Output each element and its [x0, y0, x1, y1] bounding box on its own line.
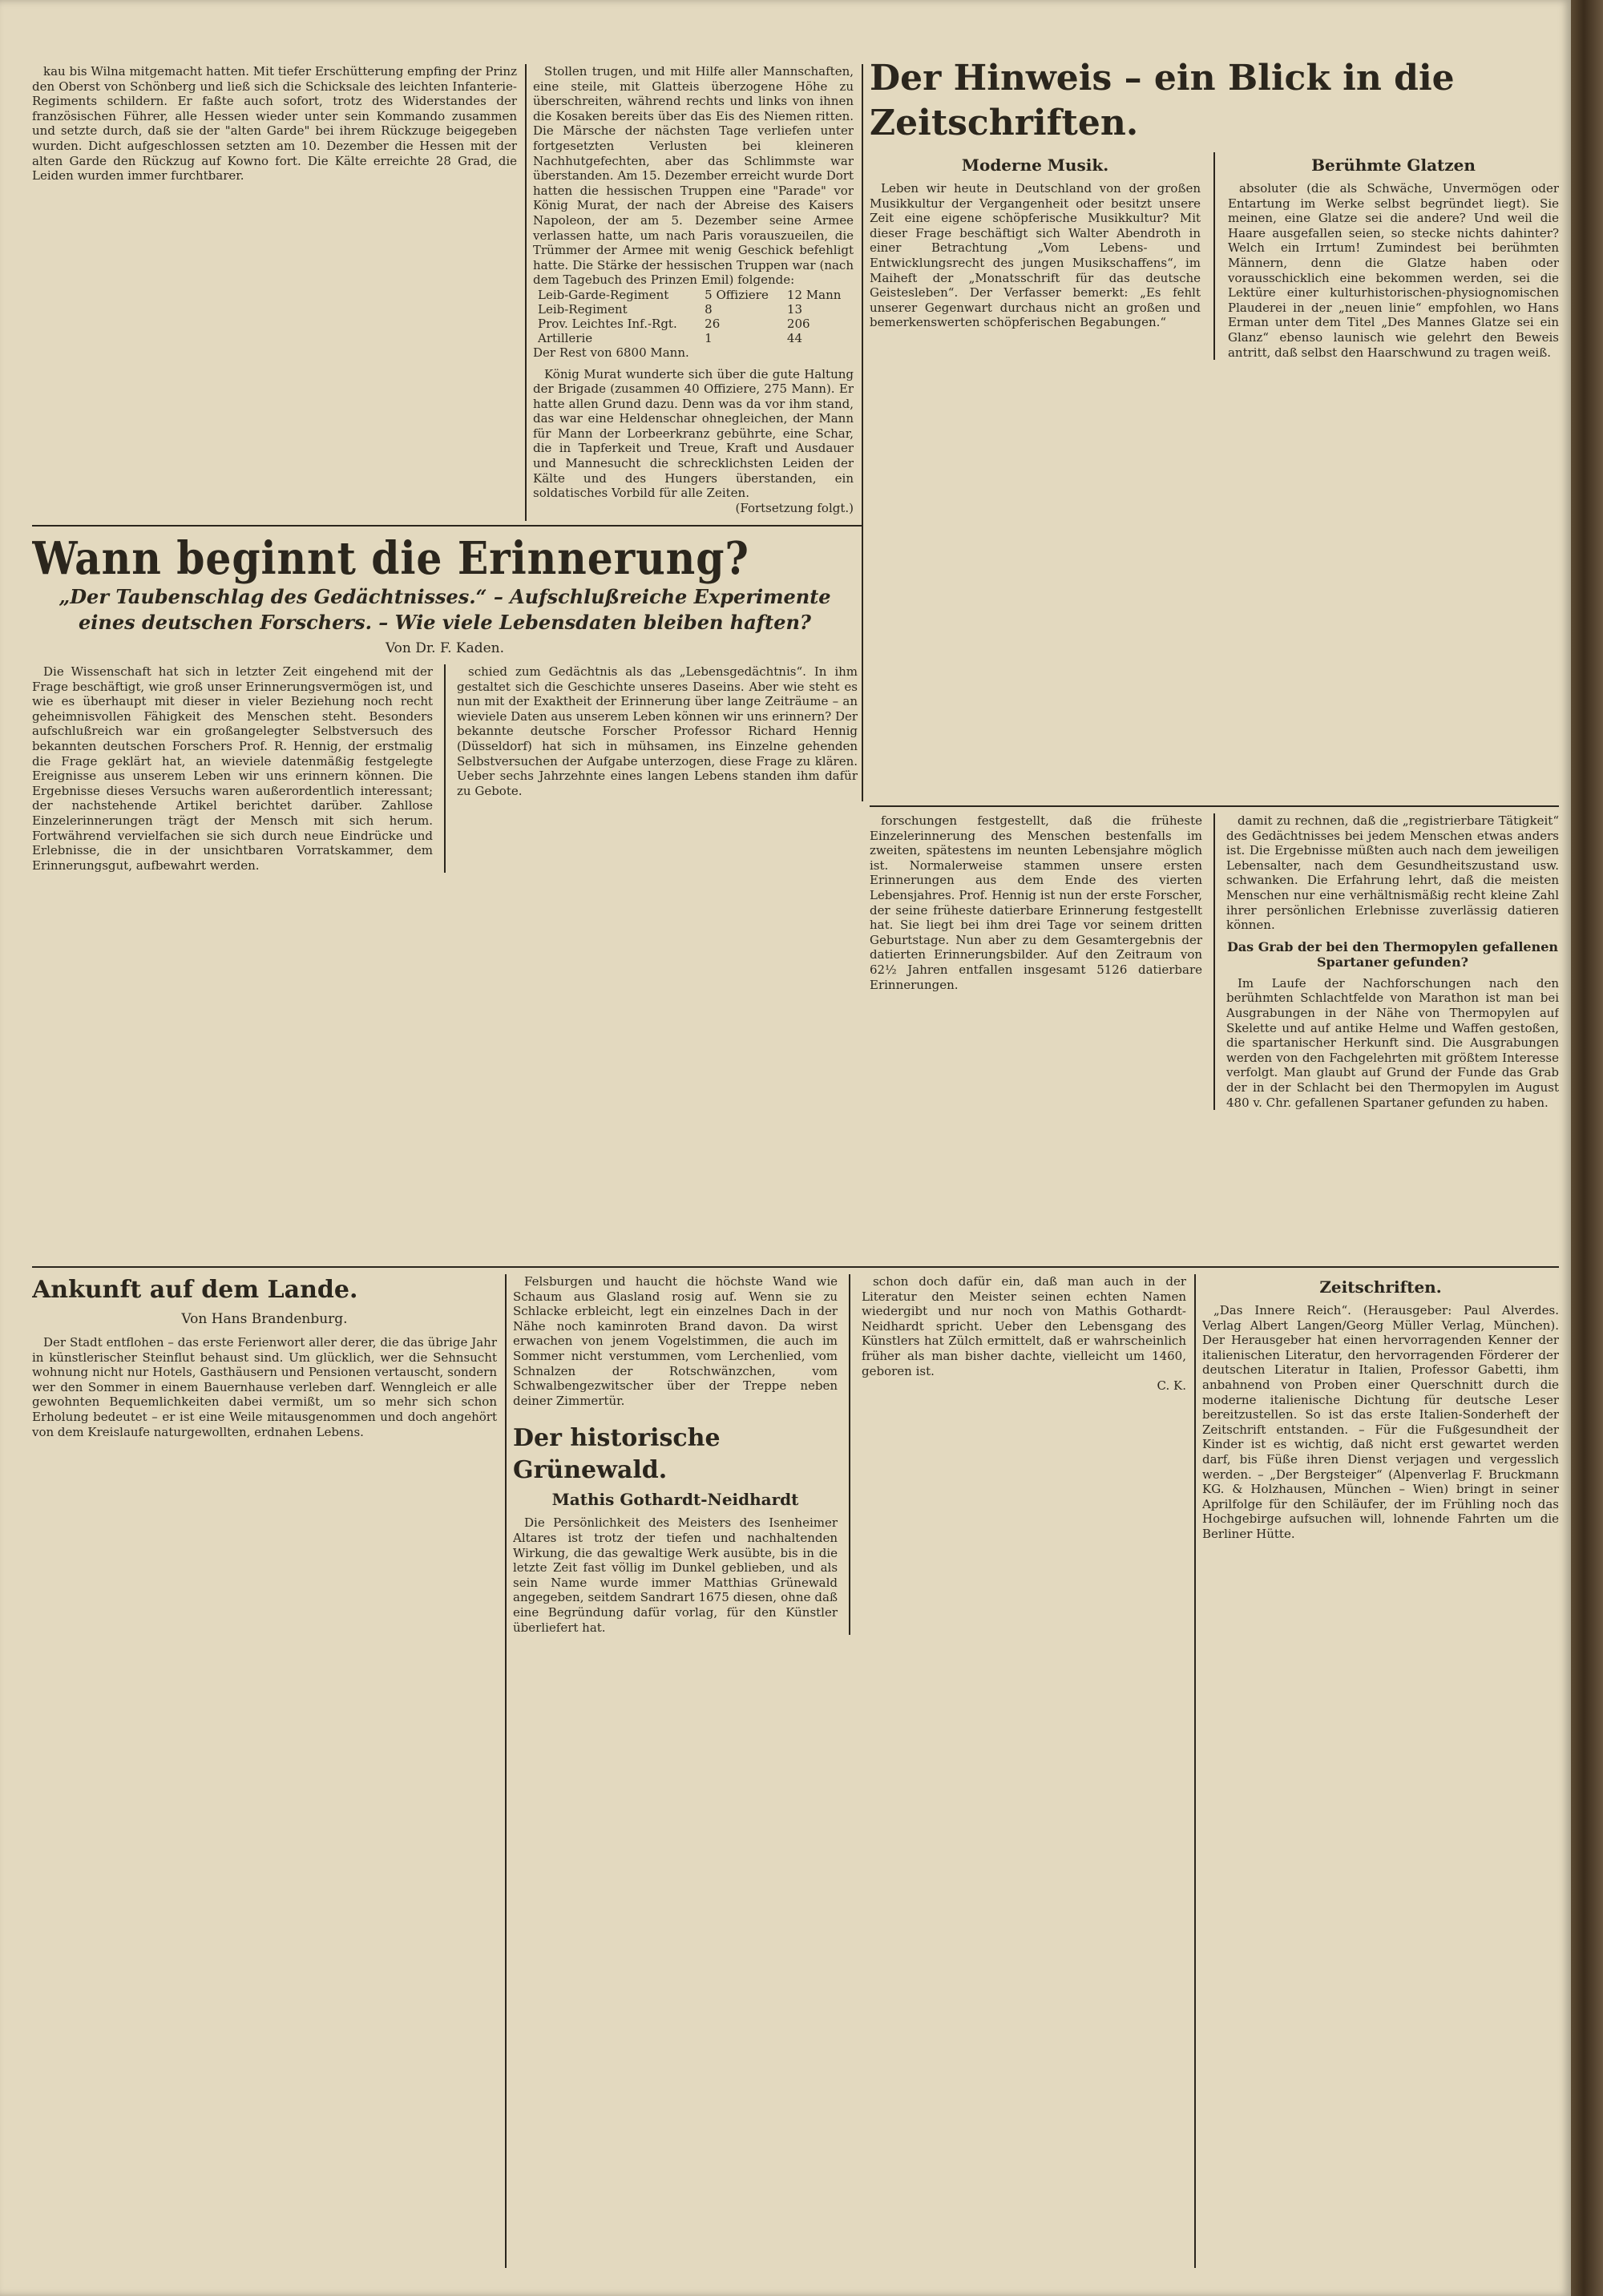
table-cell: Artillerie — [538, 330, 593, 345]
hinweis-section — [870, 56, 1559, 801]
article-text: Die Persönlichkeit des Meisters des Isenheimer Altares ist trotz der tiefen und nachhaltenden Wirkung, die das gewaltige Werk ausübte, bis in die letzte Zeit fast völlig im Dunkel geblieben, und als sein Name wurde immer Matthias Grünewald angegeben, seitdem Sandrart 1675 diesen, ohne daß eine Begründung dafür vorlag, für den Künstler überliefert hat. — [513, 1515, 838, 1635]
table-cell: 44 — [786, 330, 802, 345]
erinnerung-article — [32, 533, 858, 1254]
subsection-title: Berühmte Glatzen — [1311, 155, 1476, 175]
subsection-title: Moderne Musik. — [961, 155, 1109, 175]
subsection-title: Das Grab der bei den Thermopylen gefallenen Spartaner gefunden? — [1226, 938, 1559, 970]
article-text: Die Wissenschaft hat sich in letzter Zeit eingehend mit der Frage beschäftigt, wie groß unser Erinnerungsvermögen ist, und wie es überhaupt mit dieser in vieler Beziehung noch recht geheimnisvollen Fähigkeit des Menschen steht. Besonders aufschlußreich war ein großangelegter Selbstversuch des bekannten deutschen Forschers Prof. R. Hennig, der erstmalig die Frage geklärt hat, an wieviele datenmäßig festgelegte Ereignisse aus unserem Leben wir uns erinnern können. Die Ergebnisse dieses Versuchs waren außerordentlich interessant; der nachstehende Artikel berichtet darüber. Zahllose Einzelerinnerungen trägt der Mensch mit sich herum. Fortwährend vervielfachen sie sich durch neue Eindrücke und Erlebnisse, die in der unsichtbaren Vorratskammer, dem Erinnerungsgut, aufbewahrt werden. — [32, 664, 434, 873]
article-text: damit zu rechnen, daß die „registrierbare Tätigkeit“ des Gedächtnisses bei jedem Menschen etwas anders ist. Die Ergebnisse müßten auch nach dem jeweiligen Lebensalter, nach dem Gesundheitszustand usw. schwanken. Die Erfahrung lehrt, daß die meisten Menschen nur eine verhältnismäßig recht kleine Zahl ihrer persönlichen Erlebnisse zuverlässig datieren können. — [1225, 813, 1559, 933]
troop-table — [533, 288, 854, 345]
article-text: Der Rest von 6800 Mann. — [533, 345, 689, 360]
table-row — [533, 317, 854, 331]
table-cell: Leib-Garde-Regiment — [538, 287, 669, 302]
table-cell: Prov. Leichtes Inf.-Rgt. — [538, 316, 677, 331]
column-divider — [862, 64, 863, 801]
erinnerung-continuation — [870, 813, 1559, 1262]
article-text: kau bis Wilna mitgemacht hatten. Mit tiefer Erschütterung empfing der Prinz den Oberst von Schönberg und ließ sich die Schicksale des leichten Infanterie-Regiments schildern. Er faßte auch sofort, trotz des Widerstandes der französischen Führer, alle Hessen wieder unter sein Kommando zusammen und setzte durch, daß sie der "alten Garde" bei ihrem Rückzuge beigegeben wurden. Dicht aufgeschlossen setzten am 10. Dezember die Hessen mit der alten Garde den Rückzug auf Kowno fort. Die Kälte erreichte 28 Grad, die Leiden wurden immer furchtbarer. — [32, 64, 517, 184]
ankunft-article — [32, 1274, 497, 2268]
article-subhead: „Der Taubenschlag des Gedächtnisses.“ – Aufschlußreiche Experimente eines deutschen Forschers. – Wie viele Lebensdaten bleiben haften? — [59, 585, 831, 634]
table-cell: 5 Offiziere — [705, 287, 769, 302]
article-byline: Von Hans Brandenburg. — [181, 1311, 348, 1327]
column-divider — [505, 1274, 507, 2268]
article-text: Der Stadt entflohen – das erste Ferienwort aller derer, die das übrige Jahr in künstlerischer Steinflut behaust sind. Um glücklich, wer die Sehnsucht wohnung nicht nur Hotels, Gasthäusern und Pensionen vertauscht, sondern wer den Sommer in einem Bauernhause verleben darf. Wenngleich er alle gewohnten Bequemlichkeiten dabei vermißt, um so mehr sich schon Erholung bedeutet – er ist eine Weile mitausgenommen und doch angehört von dem Kreislaufe naturgewollten, erdnahen Lebens. — [32, 1335, 497, 1439]
page-binding — [1571, 0, 1603, 2296]
section-title: Zeitschriften. — [1319, 1277, 1442, 1297]
column-divider — [1213, 152, 1215, 360]
section-rule — [870, 805, 1559, 807]
column-divider — [1213, 813, 1215, 1110]
section-rule — [32, 525, 862, 527]
column-divider — [525, 64, 527, 521]
article-text: Im Laufe der Nachforschungen nach den berühmten Schlachtfelde von Marathon ist man bei Ausgrabungen in der Nähe von Thermopylen auf Skelette und auf antike Helme und Waffen gestoßen, die spartanischer Herkunft sind. Die Ausgrabungen werden von den Fachgelehrten mit größtem Interesse verfolgt. Man glaubt auf Grund der Funde das Grab der in der Schlacht bei den Thermopylen im August 480 v. Chr. gefallenen Spartaner gefunden zu haben. — [1225, 975, 1559, 1110]
gruenewald-article — [513, 1274, 1186, 2268]
section-headline: Der Hinweis – ein Blick in die Zeitschriften. — [870, 58, 1455, 143]
table-cell: 12 Mann — [786, 287, 842, 302]
article-text: Leben wir heute in Deutschland von der großen Musikkultur der Vergangenheit oder besitzt unsere Zeit eine eigene schöpferische Musikkultur? Mit dieser Frage beschäftigt sich Walter Abendroth in einer Betrachtung „Vom Lebens- und Entwicklungsrecht des jungen Musikschaffens“, im Maiheft der „Monatsschrift für das deutsche Geistesleben“. Der Verfasser bemerkt: „Es fehlt unserer Gegenwart durchaus nicht an großen und bemerkenswerten schöpferischen Begabungen.“ — [870, 181, 1201, 330]
article-text: schon doch dafür ein, daß man auch in der Literatur den Meister seinen echten Namen wiedergibt und nur noch von Mathis Gothardt-Neidhardt spricht. Ueber den Lebensgang des Künstlers hat Zülch ermittelt, daß er wahrscheinlich früher als man bisher dachte, vielleicht um 1460, geboren ist. — [861, 1274, 1186, 1378]
article-text: Felsburgen und haucht die höchste Wand wie Schaum aus Glasland rosig auf. Wenn sie zu Schlacke erbleicht, legt ein einzelnes Dach in der Nähe noch kaminroten Brand davon. Da wirst erwachen von jenem Vogelstimmen, die auch im Sommer nicht verstummen, vom Lerchenlied, vom Schnalzen der Rotschwänzchen, vom Schwalbengezwitscher über der Treppe neben deiner Zimmertür. — [513, 1274, 838, 1408]
table-row — [533, 331, 854, 345]
column-divider — [849, 1274, 850, 1635]
table-cell: 13 — [786, 301, 802, 317]
column-mid-top — [533, 64, 854, 521]
column-divider — [1194, 1274, 1196, 2268]
table-cell: 8 — [705, 301, 713, 317]
article-subhead: Mathis Gothardt-Neidhardt — [551, 1490, 799, 1510]
article-text: absoluter (die als Schwäche, Unvermögen oder Entartung im Werke selbst begründet liegt). Sie meinen, eine Glatze sei die andere? Und weil die Haare ausgefallen seien, so stecke nichts dahinter? Welch ein Irrtum! Zumindest bei berühmten Männern, denn die Glatze haben oder vorausschicklich eine bekommen werden, sei die Lektüre einer kulturhistorischen-physiognomischen Plauderei in der „neuen linie“ empfohlen, wo Hans Erman unter dem Titel „Des Mannes Glatze sei ein Glanz“ ebenso launisch wie gelehrt den Beweis antritt, daß selbst den Haarschwund zu tragen weiß. — [1227, 181, 1559, 360]
article-headline: Wann beginnt die Erinnerung? — [32, 533, 749, 585]
article-text: König Murat wunderte sich über die gute Haltung der Brigade (zusammen 40 Offiziere, 275 Mann). Er hatte allen Grund dazu. Denn was da vor ihm stand, das war eine Heldenschar ohnegleichen, der Mann für Mann der Lorbeerkranz gebührte, eine Schar, die in Tapferkeit und Treue, Kraft und Ausdauer und Mannesucht die schrecklichsten Leiden der Kälte und des Hungers überstanden, ein soldatisches Vorbild für alle Zeiten. — [533, 366, 854, 501]
table-cell: 1 — [705, 330, 713, 345]
zeitschriften-section — [1202, 1274, 1559, 2268]
article-headline: Der historische Grünewald. — [513, 1424, 721, 1485]
table-row — [533, 288, 854, 302]
table-cell: Leib-Regiment — [538, 301, 628, 317]
column-left-top — [32, 64, 517, 521]
article-text: schied zum Gedächtnis als das „Lebensgedächtnis“. In ihm gestaltet sich die Geschichte unseres Daseins. Aber wie steht es nun mit der Exaktheit der Erinnerung über lange Zeiträume – an wieviele Daten aus unserem Leben können wir uns erinnern? Der bekannte deutsche Forscher Professor Richard Hennig (Düsseldorf) hat sich in mühsamen, ins Einzelne gehenden Selbstversuchen der Aufgabe unterzogen, diese Frage zu klären. Ueber sechs Jahrzehnte eines langen Lebens standen ihm dafür zu Gebote. — [457, 664, 858, 798]
column-divider — [444, 664, 446, 873]
author-signature: C. K. — [1157, 1378, 1186, 1394]
article-byline: Von Dr. F. Kaden. — [385, 640, 505, 656]
table-cell: 206 — [786, 316, 810, 331]
article-text: forschungen festgestellt, daß die früheste Einzelerinnerung des Menschen bestenfalls im zweiten, spätestens im neunten Lebensjahre möglich ist. Normalerweise stammen unsere ersten Erinnerungen aus dem Ende des vierten Lebensjahres. Prof. Hennig ist nun der erste Forscher, der seine früheste datierbare Erinnerung festgestellt hat. Sie liegt bei ihm drei Tage vor seinem dritten Geburtstage. Nun aber zu dem Gesamtergebnis der datierten Erinnerungsbilder. Auf den Zeitraum von 62½ Jahren entfallen insgesamt 5126 datierbare Erinnerungen. — [870, 813, 1203, 992]
table-row — [533, 302, 854, 317]
table-cell: 26 — [705, 316, 721, 331]
continued-note: (Fortsetzung folgt.) — [735, 500, 854, 515]
article-text: „Das Innere Reich“. (Herausgeber: Paul Alverdes. Verlag Albert Langen/Georg Müller Verlag, München). Der Herausgeber hat einen hervorragenden Kenner der italienischen Literatur, den hervorragenden Förderer der deutschen Literatur in Italien, Professor Gabetti, ihm anbahnend von Proben einer Querschnitt durch die moderne italienische Dichtung für deutsche Leser bereitzustellen. So ist das erste Italien-Sonderheft der Zeitschrift entstanden. – Für die Fußgesundheit der Kinder ist es wichtig, daß nicht erst gewartet werden darf, bis Füße ihren Dienst verjagen und vergesslich werden. – „Der Bergsteiger“ (Alpenverlag F. Bruckmann KG. & Holzhausen, München – Wien) bringt in seiner Aprilfolge für den Schiläufer, der im Frühling noch das Hochgebirge aufsuchen will, lohnende Fahrten um die Berliner Hütte. — [1202, 1303, 1559, 1541]
article-text: Stollen trugen, und mit Hilfe aller Mannschaften, eine steile, mit Glatteis überzogene Höhe zu überschreiten, während rechts und links von ihnen die Kosaken bereits über das Eis des Niemen ritten. Die Märsche der nächsten Tage verliefen unter fortgesetzten Verlusten bei kleineren Nachhutgefechten, aber das Schlimmste war überstanden. Am 15. Dezember erreicht wurde Dort hatten die hessischen Truppen eine "Parade" vor König Murat, der nach der Abreise des Kaisers Napoleon, der am 5. Dezember seine Armee verlassen hatte, um nach Paris vorauszueilen, die Trümmer der Armee mit wenig Geschick befehligt hatte. Die Stärke der hessischen Truppen war (nach dem Tagebuch des Prinzen Emil) folgende: — [533, 64, 854, 288]
article-headline: Ankunft auf dem Lande. — [32, 1276, 358, 1304]
section-rule — [32, 1266, 1559, 1268]
